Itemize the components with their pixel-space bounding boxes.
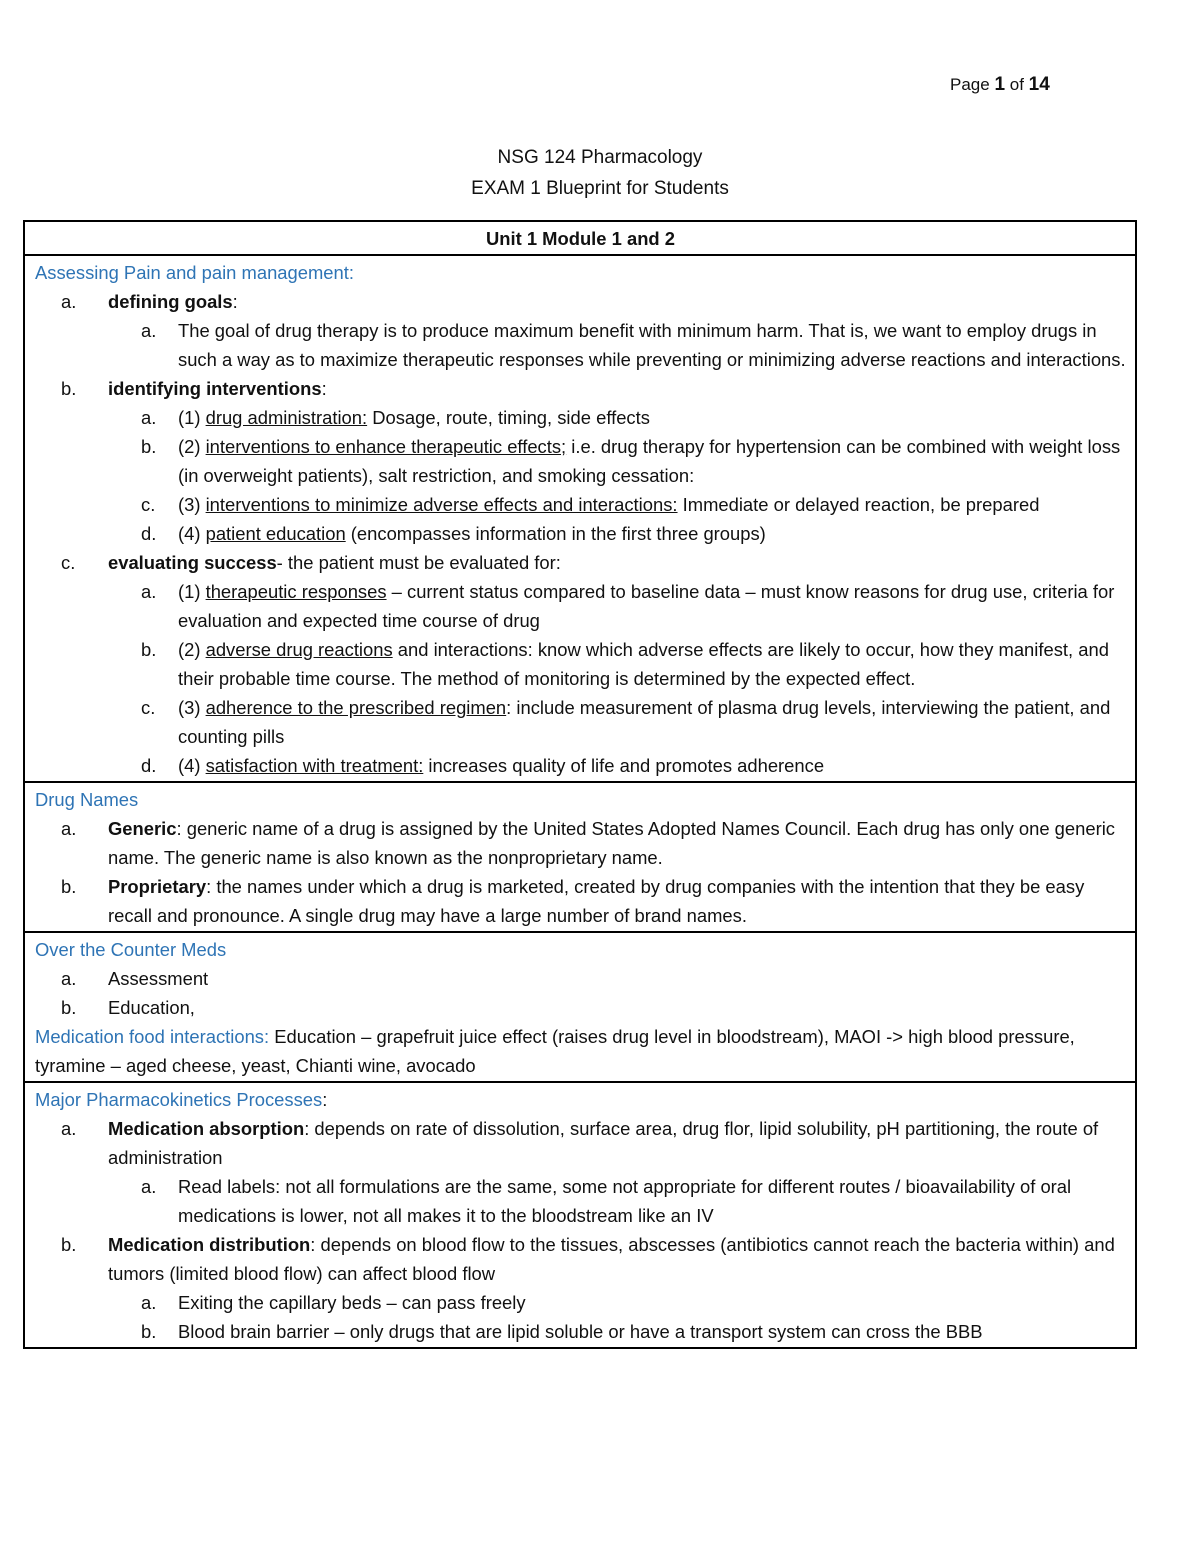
- item-text: Read labels: not all formulations are the same, some not appropriate for different routes / bioavailability of oral medications is lower, not all makes it to the bloodstream like an IV: [178, 1176, 1072, 1226]
- list-marker: b.: [141, 639, 157, 660]
- item-text: : depends on rate of dissolution, surface area, drug flor, lipid solubility, pH partitioning, the route of administration: [108, 1118, 1099, 1168]
- item-text: Dosage, route, timing, side effects: [367, 407, 650, 428]
- item-prefix: (1): [178, 407, 206, 428]
- item-underlined: therapeutic responses: [205, 581, 387, 602]
- list-marker: b.: [61, 1234, 77, 1255]
- sub-list-item: [35, 316, 1126, 374]
- item-text: Education,: [108, 997, 195, 1018]
- sub-list: [35, 316, 1126, 374]
- sub-list-item: [35, 403, 1126, 432]
- list-item: [35, 993, 1126, 1022]
- section-heading: Drug Names: [35, 789, 139, 810]
- document-titles: [0, 142, 1200, 204]
- item-underlined: interventions to minimize adverse effects and interactions:: [205, 494, 678, 515]
- list-marker: c.: [61, 552, 76, 573]
- list-marker: a.: [141, 407, 157, 428]
- list-item: [35, 374, 1126, 548]
- heading-suffix: :: [322, 1089, 328, 1110]
- list-marker: a.: [61, 1118, 77, 1139]
- item-text: :: [232, 291, 238, 312]
- item-text: : include measurement of plasma drug levels, interviewing the patient, and counting pills: [178, 697, 1111, 747]
- outline-list: [35, 964, 1126, 1022]
- sub-list-item: [35, 751, 1126, 780]
- item-underlined: satisfaction with treatment:: [205, 755, 424, 776]
- item-text: - the patient must be evaluated for:: [276, 552, 561, 573]
- page-total: 14: [1028, 74, 1050, 95]
- sub-list-item: [35, 432, 1126, 490]
- list-marker: a.: [141, 320, 157, 341]
- sub-list: [35, 1288, 1126, 1346]
- sub-list-item: [35, 1288, 1126, 1317]
- list-item: [35, 548, 1126, 780]
- item-text: The goal of drug therapy is to produce maximum benefit with minimum harm. That is, we want to employ drugs in such a way as to maximize therapeutic responses while preventing or minimizing adverse reactions and interactions.: [178, 320, 1126, 370]
- list-marker: a.: [141, 581, 157, 602]
- item-text: :: [321, 378, 327, 399]
- item-underlined: interventions to enhance therapeutic effects;: [205, 436, 567, 457]
- outline-list: [35, 1114, 1126, 1346]
- item-term: Generic: [108, 818, 177, 839]
- sub-list-item: [35, 693, 1126, 751]
- sub-list-item: [35, 1317, 1126, 1346]
- unit-header: Unit 1 Module 1 and 2: [24, 221, 1136, 255]
- food-interactions-paragraph: [35, 1022, 1126, 1080]
- list-marker: b.: [141, 436, 157, 457]
- list-marker: d.: [141, 523, 157, 544]
- item-text: i.e. drug therapy for hypertension can be combined with weight loss (in overweight patients), salt restriction, and smoking cessation:: [178, 436, 1121, 486]
- item-text: Assessment: [108, 968, 209, 989]
- item-term: Medication absorption: [108, 1118, 305, 1139]
- item-underlined: adherence to the prescribed regimen: [205, 697, 507, 718]
- section-cell: [24, 932, 1136, 1082]
- page-current: 1: [994, 74, 1006, 95]
- item-term: identifying interventions: [108, 378, 322, 399]
- item-text: : the names under which a drug is marketed, created by drug companies with the intention that they be easy recall and pronounce. A single drug may have a large number of brand names.: [108, 876, 1085, 926]
- item-text: (encompasses information in the first three groups): [345, 523, 766, 544]
- list-item: [35, 872, 1126, 930]
- page-prefix: Page: [950, 75, 990, 94]
- item-text: : depends on blood flow to the tissues, abscesses (antibiotics cannot reach the bacteria within) and tumors (limited blood flow) can affect blood flow: [108, 1234, 1115, 1284]
- list-item: [35, 287, 1126, 374]
- list-marker: a.: [61, 968, 77, 989]
- document-title: NSG 124 Pharmacology: [497, 147, 703, 168]
- unit-header-row: [24, 221, 1136, 255]
- item-text: Exiting the capillary beds – can pass freely: [178, 1292, 526, 1313]
- item-text: Blood brain barrier – only drugs that are lipid soluble or have a transport system can cross the BBB: [178, 1321, 983, 1342]
- item-text: increases quality of life and promotes adherence: [423, 755, 825, 776]
- sub-list-item: [35, 635, 1126, 693]
- item-text: Immediate or delayed reaction, be prepared: [677, 494, 1040, 515]
- item-underlined: patient education: [205, 523, 346, 544]
- item-text: and interactions: know which adverse effects are likely to occur, how they manifest, and their probable time course. The method of monitoring is determined by the expected effect.: [178, 639, 1109, 689]
- item-prefix: (3): [178, 697, 206, 718]
- document-subtitle: EXAM 1 Blueprint for Students: [471, 178, 729, 199]
- sub-list-item: [35, 519, 1126, 548]
- list-marker: a.: [141, 1292, 157, 1313]
- item-prefix: (2): [178, 639, 206, 660]
- section-drug-names: [24, 782, 1136, 932]
- food-interactions-text: Education – grapefruit juice effect (raises drug level in bloodstream), MAOI -> high blood pressure, tyramine – aged cheese, yeast, Chianti wine, avocado: [35, 1026, 1075, 1076]
- list-marker: a.: [141, 1176, 157, 1197]
- item-prefix: (4): [178, 523, 206, 544]
- item-prefix: (4): [178, 755, 206, 776]
- section-cell: [24, 1082, 1136, 1348]
- item-prefix: (1): [178, 581, 206, 602]
- list-marker: a.: [61, 291, 77, 312]
- list-marker: b.: [61, 997, 77, 1018]
- list-item: [35, 1114, 1126, 1230]
- list-marker: a.: [61, 818, 77, 839]
- blueprint-table: [23, 220, 1137, 1349]
- section-heading: Assessing Pain and pain management:: [35, 262, 354, 283]
- section-heading: Major Pharmacokinetics Processes: [35, 1089, 323, 1110]
- item-term: defining goals: [108, 291, 233, 312]
- sub-list: [35, 577, 1126, 780]
- section-heading-line: [35, 1085, 1126, 1114]
- list-item: [35, 814, 1126, 872]
- item-text: – current status compared to baseline data – must know reasons for drug use, criteria for evaluation and expected time course of drug: [178, 581, 1115, 631]
- item-term: Proprietary: [108, 876, 207, 897]
- page-number: [950, 74, 1050, 96]
- item-text: : generic name of a drug is assigned by the United States Adopted Names Council. Each drug has only one generic name. The generic name is also known as the nonproprietary name.: [108, 818, 1115, 868]
- list-marker: d.: [141, 755, 157, 776]
- section-pharmacokinetics: [24, 1082, 1136, 1348]
- list-item: [35, 1230, 1126, 1346]
- sub-list-item: [35, 1172, 1126, 1230]
- sub-list: [35, 403, 1126, 548]
- item-term: Medication distribution: [108, 1234, 311, 1255]
- list-marker: c.: [141, 697, 156, 718]
- sub-list: [35, 1172, 1126, 1230]
- section-cell: [24, 255, 1136, 782]
- sub-list-item: [35, 490, 1126, 519]
- item-prefix: (2): [178, 436, 206, 457]
- sub-list-item: [35, 577, 1126, 635]
- item-prefix: (3): [178, 494, 206, 515]
- list-marker: c.: [141, 494, 156, 515]
- outline-list: [35, 814, 1126, 930]
- section-heading: Over the Counter Meds: [35, 939, 227, 960]
- food-interactions-heading: Medication food interactions:: [35, 1026, 270, 1047]
- outline-list: [35, 287, 1126, 780]
- item-underlined: drug administration:: [205, 407, 368, 428]
- item-underlined: adverse drug reactions: [205, 639, 393, 660]
- page-of: of: [1009, 75, 1024, 94]
- list-marker: b.: [61, 378, 77, 399]
- list-marker: b.: [61, 876, 77, 897]
- item-term: evaluating success: [108, 552, 277, 573]
- section-otc-meds: [24, 932, 1136, 1082]
- list-item: [35, 964, 1126, 993]
- list-marker: b.: [141, 1321, 157, 1342]
- section-cell: [24, 782, 1136, 932]
- section-pain-management: [24, 255, 1136, 782]
